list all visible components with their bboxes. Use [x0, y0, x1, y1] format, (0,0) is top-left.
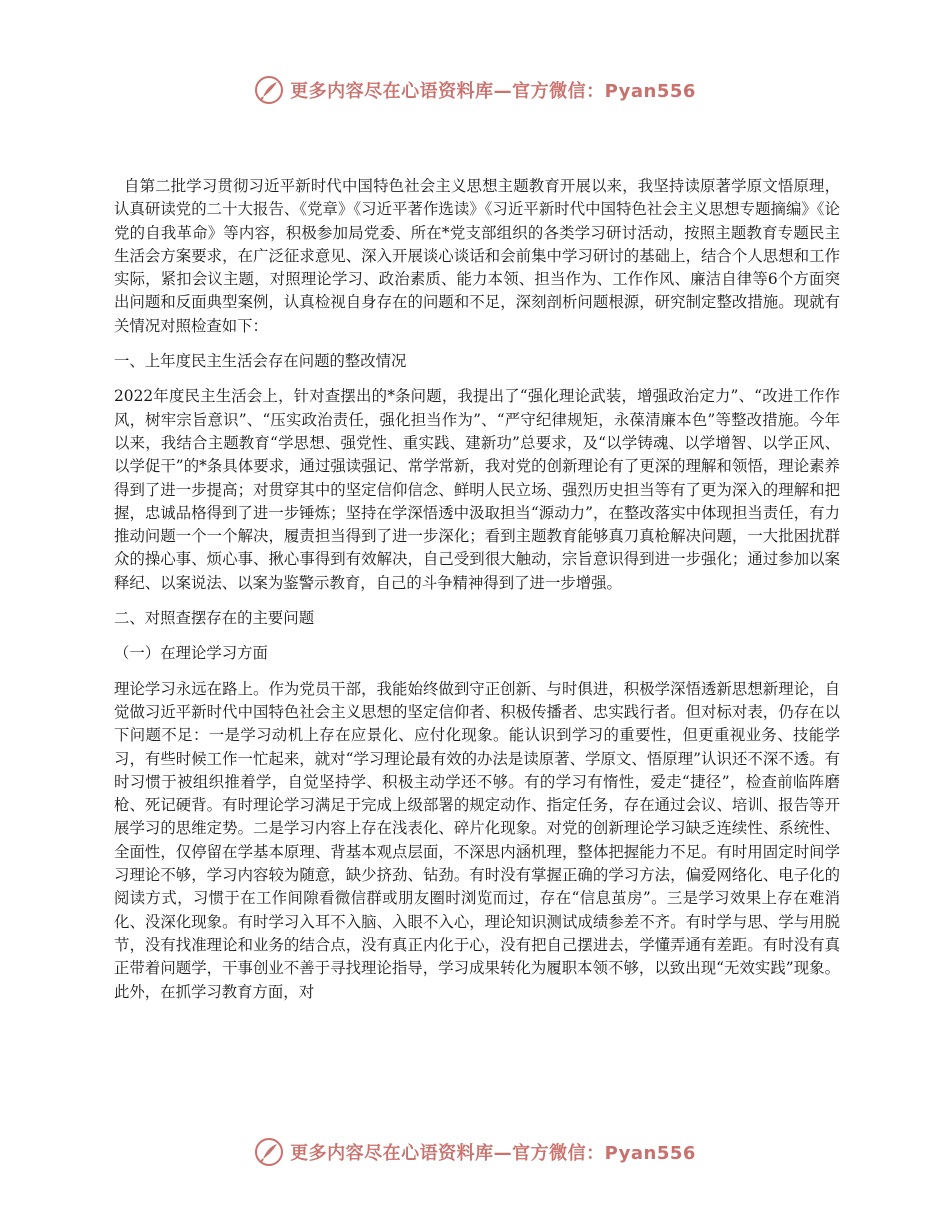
intro-paragraph: 自第二批学习贯彻习近平新时代中国特色社会主义思想主题教育开展以来，我坚持读原著学原文悟原理，认真研读党的二十大报告、《党章》《习近平著作选读》《习近平新时代中国特色社会主义思想专题摘编》《论党的自我革命》等内容，积极参加局党委、所在*党支部组织的各类学习研讨活动，按照主题教育专题民主生活会方案要求，在广泛征求意见、深入开展谈心谈话和会前集中学习研讨的基础上，结合个人思想和工作实际，紧扣会议主题，对照理论学习、政治素质、能力本领、担当作为、工作作风、廉洁自律等6个方面突出问题和反面典型案例，认真检视自身存在的问题和不足，深刻剖析问题根源，研究制定整改措施。现就有关情况对照检查如下：	[114, 177, 840, 335]
document-body	[114, 175, 840, 1016]
quill-feather-icon	[254, 1137, 284, 1167]
quill-feather-icon	[254, 75, 284, 105]
bottom-watermark-banner	[0, 1132, 950, 1172]
section-heading-1: 一、上年度民主生活会存在问题的整改情况	[114, 352, 407, 371]
watermark-text: 更多内容尽在心语资料库—官方微信：Pyan556	[290, 81, 696, 102]
section-1-paragraph: 2022年度民主生活会上，针对查摆出的*条问题，我提出了“强化理论武装，增强政治定力”、“改进工作作风，树牢宗旨意识”、“压实政治责任，强化担当作为”、“严守纪律规矩，永葆清廉本色”等整改措施。今年以来，我结合主题教育“学思想、强党性、重实践、建新功”总要求，及“以学铸魂、以学增智、以学正风、以学促干”的*条具体要求，通过强读强记、常学常新，我对党的创新理论有了更深的理解和领悟，理论素养得到了进一步提高；对贯穿其中的坚定信仰信念、鲜明人民立场、强烈历史担当等有了更为深入的理解和把握，忠诚品格得到了进一步锤炼；坚持在学深悟透中汲取担当“源动力”，在整改落实中体现担当责任，有力推动问题一个一个解决，履责担当得到了进一步深化；看到主题教育能够真刀真枪解决问题，一大批困扰群众的操心事、烦心事、揪心事得到有效解决，自己受到很大触动，宗旨意识得到进一步强化；通过参加以案释纪、以案说法、以案为鉴警示教育，自己的斗争精神得到了进一步增强。	[114, 387, 840, 592]
section-heading-2: 二、对照查摆存在的主要问题	[114, 609, 315, 628]
subsection-heading-1: （一）在理论学习方面	[114, 644, 268, 663]
top-watermark-banner	[0, 70, 950, 110]
subsection-1-paragraph: 理论学习永远在路上。作为党员干部，我能始终做到守正创新、与时俱进，积极学深悟透新思想新理论，自觉做习近平新时代中国特色社会主义思想的坚定信仰者、积极传播者、忠实践行者。但对标对表，仍存在以下问题不足：一是学习动机上存在应景化、应付化现象。能认识到学习的重要性，但更重视业务、技能学习，有些时候工作一忙起来，就对“学习理论最有效的办法是读原著、学原文、悟原理”认识还不深不透。有时习惯于被组织推着学，自觉坚持学、积极主动学还不够。有的学习有惰性，爱走“捷径”，检查前临阵磨枪、死记硬背。有时理论学习满足于完成上级部署的规定动作、指定任务，存在通过会议、培训、报告等开展学习的思维定势。二是学习内容上存在浅表化、碎片化现象。对党的创新理论学习缺乏连续性、系统性、全面性，仅停留在学基本原理、背基本观点层面，不深思内涵机理，整体把握能力不足。有时用固定时间学习理论不够，学习内容较为随意，缺少挤劲、钻劲。有时没有掌握正确的学习方法，偏爱网络化、电子化的阅读方式，习惯于在工作间隙看微信群或朋友圈时浏览而过，存在“信息茧房”。三是学习效果上存在难消化、没深化现象。有时学习入耳不入脑、入眼不入心，理论知识测试成绩参差不齐。有时学与思、学与用脱节，没有找准理论和业务的结合点，没有真正内化于心，没有把自己摆进去，学懂弄通有差距。有时没有真正带着问题学，干事创业不善于寻找理论指导，学习成果转化为履职本领不够，以致出现“无效实践”现象。此外，在抓学习教育方面，对	[114, 679, 840, 1001]
watermark-text: 更多内容尽在心语资料库—官方微信：Pyan556	[290, 1143, 696, 1164]
